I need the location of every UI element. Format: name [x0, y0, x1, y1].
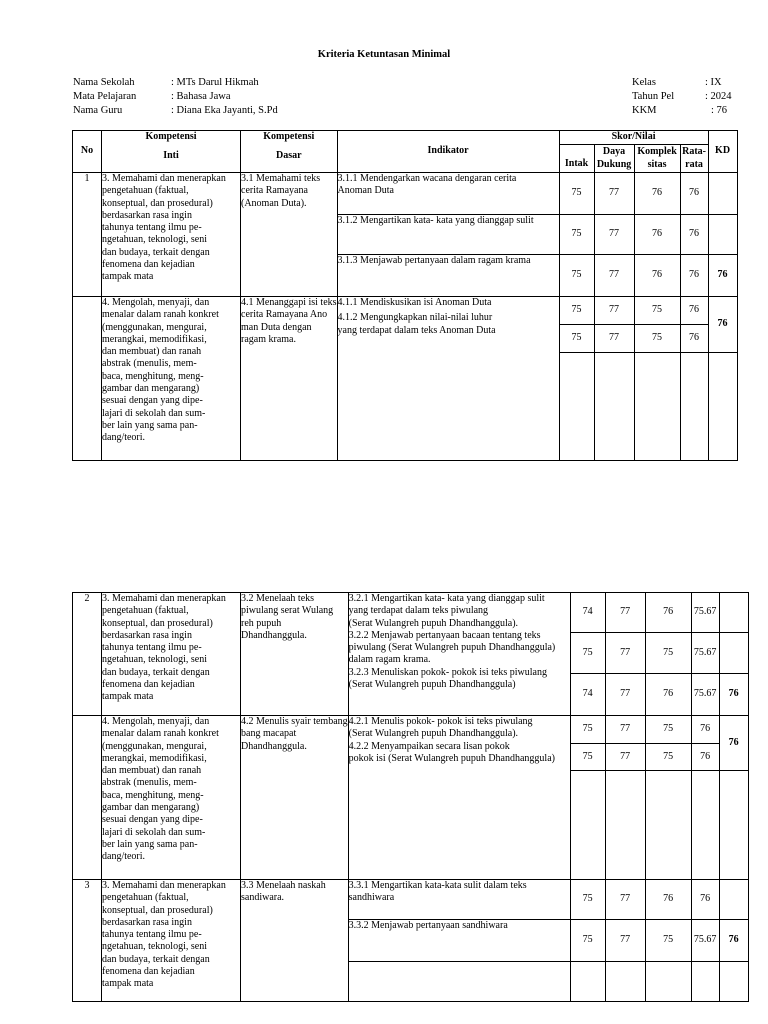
row-number: 2: [73, 593, 102, 716]
header-indikator: Indikator: [337, 131, 559, 173]
kd-value: [708, 215, 737, 255]
header-intak-label: Intak: [564, 158, 589, 170]
score-kompleksitas: 75: [645, 744, 691, 771]
indikator-text: [338, 312, 559, 337]
ki3-text: [102, 880, 240, 991]
score-kompleksitas: 76: [645, 593, 691, 633]
score-intak: 75: [559, 255, 594, 297]
school-name: : MTs Darul Hikmah: [171, 77, 259, 88]
indikator-3-3-2: [348, 920, 570, 962]
score-daya-dukung: 77: [605, 920, 645, 962]
score-intak: 75: [559, 297, 594, 325]
header-kd-final: KD: [708, 131, 737, 173]
text-line: tampak mata: [102, 691, 154, 703]
text-line: cerita Ramayana Ano: [241, 309, 328, 321]
indikator-3-1-2: [337, 215, 559, 255]
kd-value: 76: [719, 920, 748, 962]
kd-3-1-text: [241, 173, 337, 210]
text-line: 3.3 Menelaah naskah: [241, 880, 326, 891]
text-line: 3.1.1 Mendengarkan wacana dengaran cerita: [337, 173, 517, 184]
empty-cell: [570, 962, 605, 1002]
info-values-left: [171, 76, 278, 118]
kd-3-2-text: [241, 593, 348, 642]
kd-value: 76: [708, 255, 737, 297]
header-komp-line1: Komplek: [637, 146, 677, 158]
text-line: cerita Ramayana: [241, 185, 308, 197]
kkm-value: : 76: [711, 105, 728, 116]
score-daya-dukung: 77: [605, 716, 645, 744]
empty-cell: [645, 962, 691, 1002]
score-intak: 74: [570, 593, 605, 633]
info-label: Nama Guru: [73, 105, 123, 116]
info-label: Mata Pelajaran: [73, 91, 137, 102]
score-rata-rata: 76: [680, 255, 708, 297]
text-line: berdasarkan rasa ingin: [102, 629, 192, 641]
score-rata-rata: 75.67: [691, 920, 719, 962]
text-line: pokok isi (Serat Wulangreh pupuh Dhandhanggula): [348, 752, 555, 764]
header-kd: [241, 131, 338, 173]
text-line: lajari di sekolah dan sum-: [102, 407, 206, 419]
kd-value: [719, 593, 748, 633]
text-line: pengetahuan (faktual,: [102, 605, 189, 617]
score-rata-rata: 75.67: [691, 674, 719, 716]
text-line: (Serat Wulangreh pupuh Dhandhanggula): [348, 679, 516, 691]
teacher-name: : Diana Eka Jayanti, S.Pd: [171, 105, 278, 116]
empty-cell: [708, 353, 737, 461]
kd-4-1-text: [241, 297, 337, 346]
score-rata-rata: 76: [680, 297, 708, 325]
text-line: baca, menghitung, meng-: [102, 370, 204, 382]
class-value: : IX: [705, 77, 722, 88]
text-line: merangkai, memodifikasi,: [102, 333, 207, 345]
score-kompleksitas: 75: [645, 920, 691, 962]
score-intak: 75: [570, 920, 605, 962]
text-line: fenomena dan kejadian: [102, 966, 195, 978]
text-line: abstrak (menulis, mem-: [102, 777, 197, 789]
empty-cell: [680, 353, 708, 461]
indikator-3-1-3: [337, 255, 559, 297]
ki3-cell: [102, 880, 241, 1002]
text-line: 3.1 Memahami teks: [241, 173, 321, 184]
ki3-text: [102, 593, 240, 704]
score-daya-dukung: 77: [605, 633, 645, 674]
score-kompleksitas: 75: [634, 325, 680, 353]
kkm-table-1: [72, 130, 738, 461]
kd-4-2-text: [241, 716, 348, 753]
kd-3-1-cell: [241, 173, 338, 297]
info-label: Nama Sekolah: [73, 77, 135, 88]
text-line: (Anoman Duta).: [241, 197, 307, 209]
indikator-text: [349, 741, 570, 766]
empty-cell: [634, 353, 680, 461]
text-line: gambar dan mengarang): [102, 383, 200, 395]
kd-3-2-cell: [241, 593, 349, 716]
kd-value: [719, 633, 748, 674]
info-values-right: [705, 76, 732, 118]
indikator-text: [349, 630, 570, 667]
empty-cell: [719, 962, 748, 1002]
empty-cell: [691, 771, 719, 880]
score-kompleksitas: 76: [634, 173, 680, 215]
info-label: Tahun Pel: [632, 91, 675, 102]
empty-cell: [605, 962, 645, 1002]
info-label: KKM: [632, 105, 657, 116]
text-line: berdasarkan rasa ingin: [102, 209, 192, 221]
header-daya-dukung: [594, 145, 634, 173]
text-line: dang/teori.: [102, 432, 146, 444]
kd-4-2-cell: [241, 716, 349, 880]
row-number-empty: [73, 297, 102, 461]
year-value: : 2024: [705, 91, 732, 102]
text-line: dan membuat) dan ranah: [102, 346, 202, 358]
text-line: sesuai dengan yang dipe-: [102, 395, 203, 407]
text-line: 4.1 Menanggapi isi teks: [241, 297, 337, 308]
document-title: Kriteria Ketuntasan Minimal: [317, 49, 451, 60]
indikator-4-2: [348, 716, 570, 880]
kd-3-3-cell: [241, 880, 349, 1002]
score-intak: 75: [570, 880, 605, 920]
text-line: ngetahuan, teknologi, seni: [102, 234, 207, 246]
subject-name: : Bahasa Jawa: [171, 91, 231, 102]
score-intak: 74: [570, 674, 605, 716]
ki4-cell: [102, 297, 241, 461]
text-line: 4.2 Menulis syair tembang: [241, 716, 348, 727]
ki3-text: [102, 173, 240, 284]
score-intak: 75: [570, 633, 605, 674]
text-line: 3. Memahami dan menerapkan: [102, 173, 226, 184]
score-intak: 75: [559, 215, 594, 255]
kd-4-1-cell: [241, 297, 338, 461]
indikator-text: [349, 920, 570, 932]
score-daya-dukung: 77: [605, 593, 645, 633]
text-line: (menggunakan, mengurai,: [102, 321, 207, 333]
text-line: 3.1.2 Mengartikan kata- kata yang dianggap sulit: [337, 215, 534, 226]
header-kd-line1: Kompetensi: [263, 131, 315, 142]
text-line: 3.2.1 Mengartikan kata- kata yang dianggap sulit: [348, 593, 545, 604]
text-line: ragam krama.: [241, 333, 296, 345]
kd-value: 76: [708, 297, 737, 353]
header-rata-line2: rata: [685, 158, 703, 170]
header-ki: [102, 131, 241, 173]
score-kompleksitas: 76: [634, 255, 680, 297]
score-daya-dukung: 77: [594, 255, 634, 297]
text-line: pengetahuan (faktual,: [102, 185, 189, 197]
text-line: lajari di sekolah dan sum-: [102, 826, 206, 838]
info-labels-right: [632, 76, 674, 118]
indikator-3-1-1: [337, 173, 559, 215]
indikator-4-1: [337, 297, 559, 461]
empty-cell: [645, 771, 691, 880]
header-ki-line1: Kompetensi: [145, 131, 197, 142]
text-line: 3.2.2 Menjawab pertanyaan bacaan tentang teks: [348, 629, 541, 641]
text-line: sesuai dengan yang dipe-: [102, 814, 203, 826]
score-intak: 75: [570, 716, 605, 744]
text-line: man Duta dengan: [241, 321, 312, 333]
text-line: dang/teori.: [102, 851, 146, 863]
kd-value: [719, 880, 748, 920]
kd-value: 76: [719, 716, 748, 771]
text-line: merangkai, memodifikasi,: [102, 752, 207, 764]
text-line: 3.1.3 Menjawab pertanyaan dalam ragam krama: [337, 255, 531, 266]
text-line: ber lain yang sama pan-: [102, 419, 198, 431]
ki4-cell: [102, 716, 241, 880]
header-ki-line2: Inti: [163, 150, 179, 162]
text-line: konseptual, dan prosedural): [102, 617, 213, 629]
text-line: 3. Memahami dan menerapkan: [102, 880, 226, 891]
indikator-text: [349, 593, 570, 630]
score-daya-dukung: 77: [594, 215, 634, 255]
text-line: Dhandhanggula.: [241, 629, 307, 641]
text-line: sandhiwara: [348, 892, 395, 904]
text-line: 4.1.1 Mendiskusikan isi Anoman Duta: [337, 297, 492, 308]
score-kompleksitas: 76: [645, 674, 691, 716]
header-rata-rata: [680, 145, 708, 173]
text-line: ber lain yang sama pan-: [102, 838, 198, 850]
indikator-text: [338, 173, 559, 198]
score-kompleksitas: 76: [645, 880, 691, 920]
text-line: tahunya tentang ilmu pe-: [102, 642, 202, 654]
text-line: dan budaya, terkait dengan: [102, 246, 210, 258]
text-line: tampak mata: [102, 271, 154, 283]
row-number: 3: [73, 880, 102, 1002]
text-line: piwulang (Serat Wulangreh pupuh Dhandhanggula): [348, 642, 556, 654]
text-line: (Serat Wulangreh pupuh Dhandhanggula).: [348, 617, 519, 629]
header-rata-line1: Rata-: [682, 146, 706, 158]
text-line: fenomena dan kejadian: [102, 679, 195, 691]
score-rata-rata: 76: [691, 880, 719, 920]
score-rata-rata: 76: [680, 325, 708, 353]
indikator-text: [349, 667, 570, 692]
text-line: 4.1.2 Mengungkapkan nilai-nilai luhur: [337, 312, 493, 324]
indikator-text: [338, 255, 559, 267]
text-line: ngetahuan, teknologi, seni: [102, 941, 207, 953]
kd-value: 76: [719, 674, 748, 716]
text-line: (Serat Wulangreh pupuh Dhandhanggula).: [348, 728, 519, 740]
header-intak: [559, 145, 594, 173]
row-number-empty: [73, 716, 102, 880]
score-intak: 75: [570, 744, 605, 771]
text-line: 3.3.2 Menjawab pertanyaan sandhiwara: [348, 920, 508, 931]
score-rata-rata: 76: [680, 173, 708, 215]
header-komp-line2: sitas: [647, 158, 667, 170]
empty-cell: [605, 771, 645, 880]
indikator-3-2: [348, 593, 570, 716]
score-daya-dukung: 77: [594, 297, 634, 325]
ki3-cell: [102, 593, 241, 716]
text-line: 4. Mengolah, menyaji, dan: [102, 716, 210, 727]
text-line: dan membuat) dan ranah: [102, 765, 202, 777]
score-rata-rata: 76: [691, 744, 719, 771]
empty-cell: [570, 771, 605, 880]
text-line: 3.3.1 Mengartikan kata-kata sulit dalam teks: [348, 880, 527, 891]
text-line: baca, menghitung, meng-: [102, 789, 204, 801]
text-line: 3. Memahami dan menerapkan: [102, 593, 226, 604]
indikator-text: [338, 297, 559, 309]
text-line: 4.2.1 Menulis pokok- pokok isi teks piwulang: [348, 716, 533, 727]
text-line: fenomena dan kejadian: [102, 259, 195, 271]
indikator-text: [349, 880, 570, 905]
text-line: yang terdapat dalam teks Anoman Duta: [337, 324, 496, 336]
text-line: reh pupuh: [241, 617, 282, 629]
text-line: piwulang serat Wulang: [241, 605, 334, 617]
text-line: 4.2.2 Menyampaikan secara lisan pokok: [348, 740, 510, 752]
indikator-text: [338, 215, 559, 227]
score-kompleksitas: 75: [645, 633, 691, 674]
header-kompleksitas: [634, 145, 680, 173]
text-line: dalam ragam krama.: [348, 654, 431, 666]
header-skor: Skor/Nilai: [559, 131, 708, 145]
header-kd-line2: Dasar: [275, 150, 302, 162]
empty-cell: [719, 771, 748, 880]
score-intak: 75: [559, 173, 594, 215]
empty-cell: [594, 353, 634, 461]
empty-cell: [691, 962, 719, 1002]
text-line: abstrak (menulis, mem-: [102, 358, 197, 370]
text-line: konseptual, dan prosedural): [102, 904, 213, 916]
score-daya-dukung: 77: [605, 880, 645, 920]
header-no: No: [73, 131, 102, 173]
score-rata-rata: 75.67: [691, 633, 719, 674]
text-line: yang terdapat dalam teks piwulang: [348, 605, 489, 617]
text-line: konseptual, dan prosedural): [102, 197, 213, 209]
text-line: tampak mata: [102, 978, 154, 990]
text-line: 4. Mengolah, menyaji, dan: [102, 297, 210, 308]
kd-3-3-text: [241, 880, 348, 905]
kd-value: [708, 173, 737, 215]
score-intak: 75: [559, 325, 594, 353]
text-line: sandiwara.: [241, 892, 285, 904]
score-kompleksitas: 75: [645, 716, 691, 744]
score-daya-dukung: 77: [594, 173, 634, 215]
score-daya-dukung: 77: [605, 674, 645, 716]
text-line: tahunya tentang ilmu pe-: [102, 222, 202, 234]
text-line: dan budaya, terkait dengan: [102, 953, 210, 965]
text-line: dan budaya, terkait dengan: [102, 666, 210, 678]
text-line: 3.2.3 Menuliskan pokok- pokok isi teks piwulang: [348, 666, 547, 678]
text-line: bang macapat: [241, 728, 297, 740]
text-line: 3.2 Menelaah teks: [241, 593, 315, 604]
score-rata-rata: 76: [680, 215, 708, 255]
score-kompleksitas: 76: [634, 215, 680, 255]
indikator-text: [349, 716, 570, 741]
text-line: pengetahuan (faktual,: [102, 892, 189, 904]
text-line: Dhandhanggula.: [241, 740, 307, 752]
ki4-text: [102, 716, 240, 864]
row-number: 1: [73, 173, 102, 297]
score-rata-rata: 76: [691, 716, 719, 744]
text-line: Anoman Duta: [337, 185, 394, 197]
text-line: tahunya tentang ilmu pe-: [102, 929, 202, 941]
score-kompleksitas: 75: [634, 297, 680, 325]
info-label: Kelas: [632, 77, 656, 88]
text-line: ngetahuan, teknologi, seni: [102, 654, 207, 666]
empty-cell: [559, 353, 594, 461]
ki3-cell: [102, 173, 241, 297]
text-line: menalar dalam ranah konkret: [102, 728, 219, 740]
text-line: menalar dalam ranah konkret: [102, 309, 219, 321]
score-rata-rata: 75.67: [691, 593, 719, 633]
info-labels-left: [73, 76, 136, 118]
indikator-3-3-1: [348, 880, 570, 920]
text-line: gambar dan mengarang): [102, 802, 200, 814]
score-daya-dukung: 77: [594, 325, 634, 353]
ki4-text: [102, 297, 240, 445]
header-daya-line1: Daya: [602, 146, 626, 158]
score-daya-dukung: 77: [605, 744, 645, 771]
text-line: berdasarkan rasa ingin: [102, 916, 192, 928]
kkm-table-2: [72, 592, 749, 1002]
header-daya-line2: Dukung: [596, 158, 632, 170]
text-line: (menggunakan, mengurai,: [102, 740, 207, 752]
empty-cell: [348, 962, 570, 1002]
